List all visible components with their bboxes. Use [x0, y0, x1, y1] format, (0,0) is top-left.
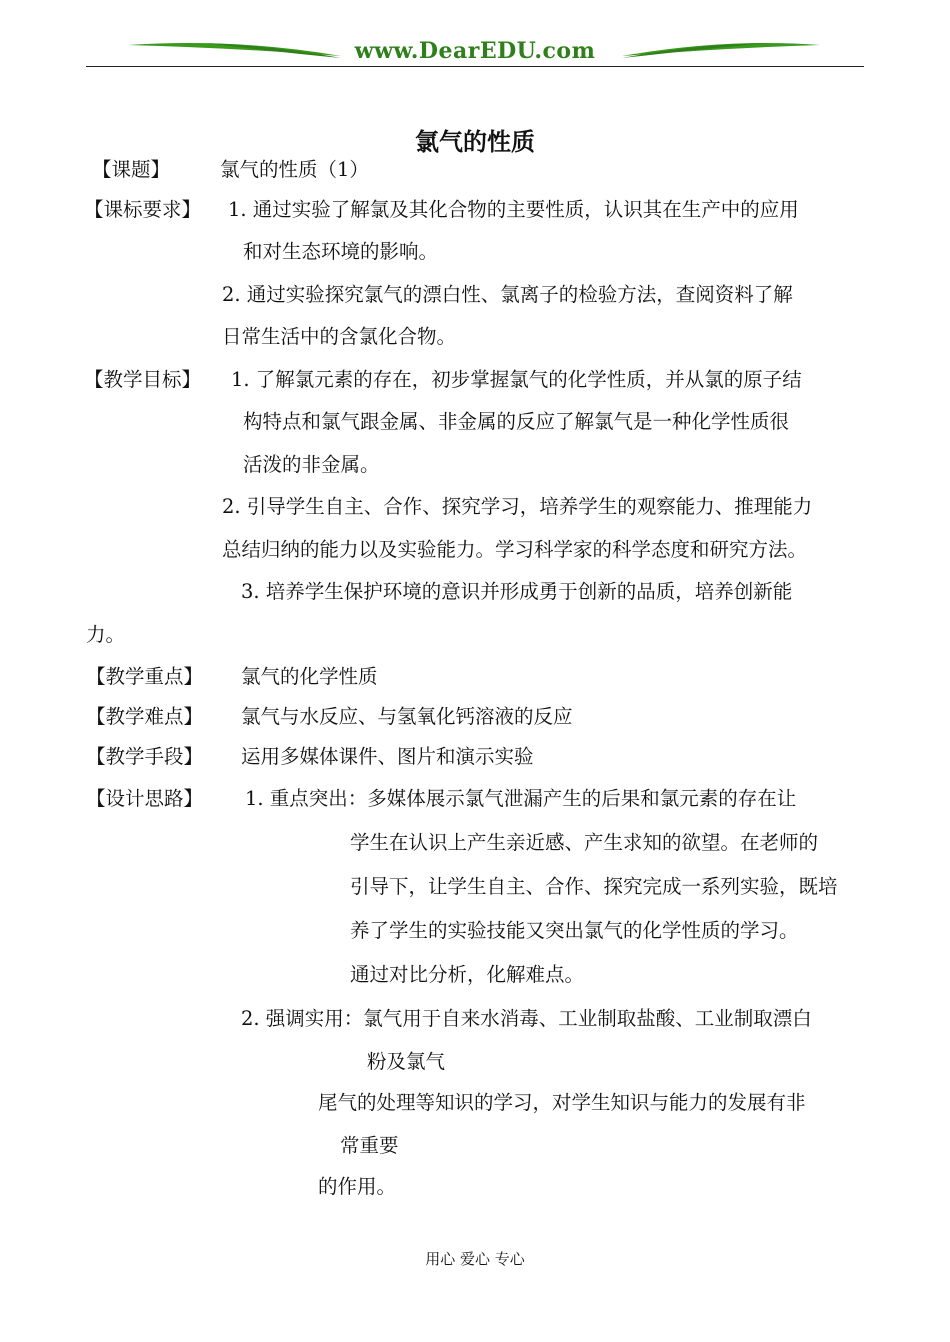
design-item-1-line-1: 1. 重点突出：多媒体展示氯气泄漏产生的后果和氯元素的存在让 [245, 787, 797, 810]
document-title: 氯气的性质 [415, 128, 535, 156]
standards-item-2-line-2: 日常生活中的含氯化合物。 [222, 325, 457, 348]
standards-item-2-line-1: 2. 通过实验探究氯气的漂白性、氯离子的检验方法，查阅资料了解 [222, 283, 793, 306]
means-value: 运用多媒体课件、图片和演示实验 [241, 745, 534, 768]
difficulty-value: 氯气与水反应、与氢氧化钙溶液的反应 [241, 705, 573, 728]
difficulty-label: 【教学难点】 [86, 705, 204, 728]
goals-item-2-line-1: 2. 引导学生自主、合作、探究学习，培养学生的观察能力、推理能力 [222, 495, 813, 518]
design-item-1-line-5: 通过对比分析，化解难点。 [350, 963, 585, 986]
standards-label: 【课标要求】 [84, 198, 202, 221]
design-item-2-line-3: 尾气的处理等知识的学习，对学生知识与能力的发展有非 [318, 1091, 806, 1114]
goals-item-1-line-1: 1. 了解氯元素的存在，初步掌握氯气的化学性质，并从氯的原子结 [231, 368, 802, 391]
topic-value: 氯气的性质（1） [220, 158, 369, 181]
goals-label: 【教学目标】 [84, 368, 202, 391]
standards-item-1-line-1: 1. 通过实验了解氯及其化合物的主要性质，认识其在生产中的应用 [228, 198, 799, 221]
design-item-2-line-2: 粉及氯气 [367, 1050, 446, 1073]
standards-item-1-line-2: 和对生态环境的影响。 [243, 240, 439, 263]
page-footer: 用心 爱心 专心 [425, 1250, 525, 1268]
design-item-2-line-5: 的作用。 [318, 1175, 397, 1198]
means-label: 【教学手段】 [86, 745, 204, 768]
key-point-value: 氯气的化学性质 [241, 665, 378, 688]
design-item-2-line-4: 常重要 [340, 1134, 399, 1157]
goals-item-1-line-2: 构特点和氯气跟金属、非金属的反应了解氯气是一种化学性质很 [243, 410, 790, 433]
key-point-label: 【教学重点】 [86, 665, 204, 688]
design-item-1-line-4: 养了学生的实验技能又突出氯气的化学性质的学习。 [350, 919, 799, 942]
design-item-1-line-3: 引导下，让学生自主、合作、探究完成一系列实验，既培 [350, 875, 838, 898]
topic-label: 【课题】 [92, 158, 171, 181]
goals-item-3-line-1: 3. 培养学生保护环境的意识并形成勇于创新的品质，培养创新能 [241, 580, 793, 603]
left-swoosh-tail-icon [206, 43, 341, 58]
goals-item-3-line-2: 力。 [86, 623, 126, 646]
site-name: www.DearEDU.com [354, 38, 596, 64]
design-item-1-line-2: 学生在认识上产生亲近感、产生求知的欲望。在老师的 [350, 831, 819, 854]
goals-item-1-line-3: 活泼的非金属。 [243, 453, 380, 476]
design-label: 【设计思路】 [86, 787, 204, 810]
design-item-2-line-1: 2. 强调实用：氯气用于自来水消毒、工业制取盐酸、工业制取漂白 [241, 1007, 812, 1030]
goals-item-2-line-2: 总结归纳的能力以及实验能力。学习科学家的科学态度和研究方法。 [222, 538, 808, 561]
header-divider [86, 66, 864, 67]
